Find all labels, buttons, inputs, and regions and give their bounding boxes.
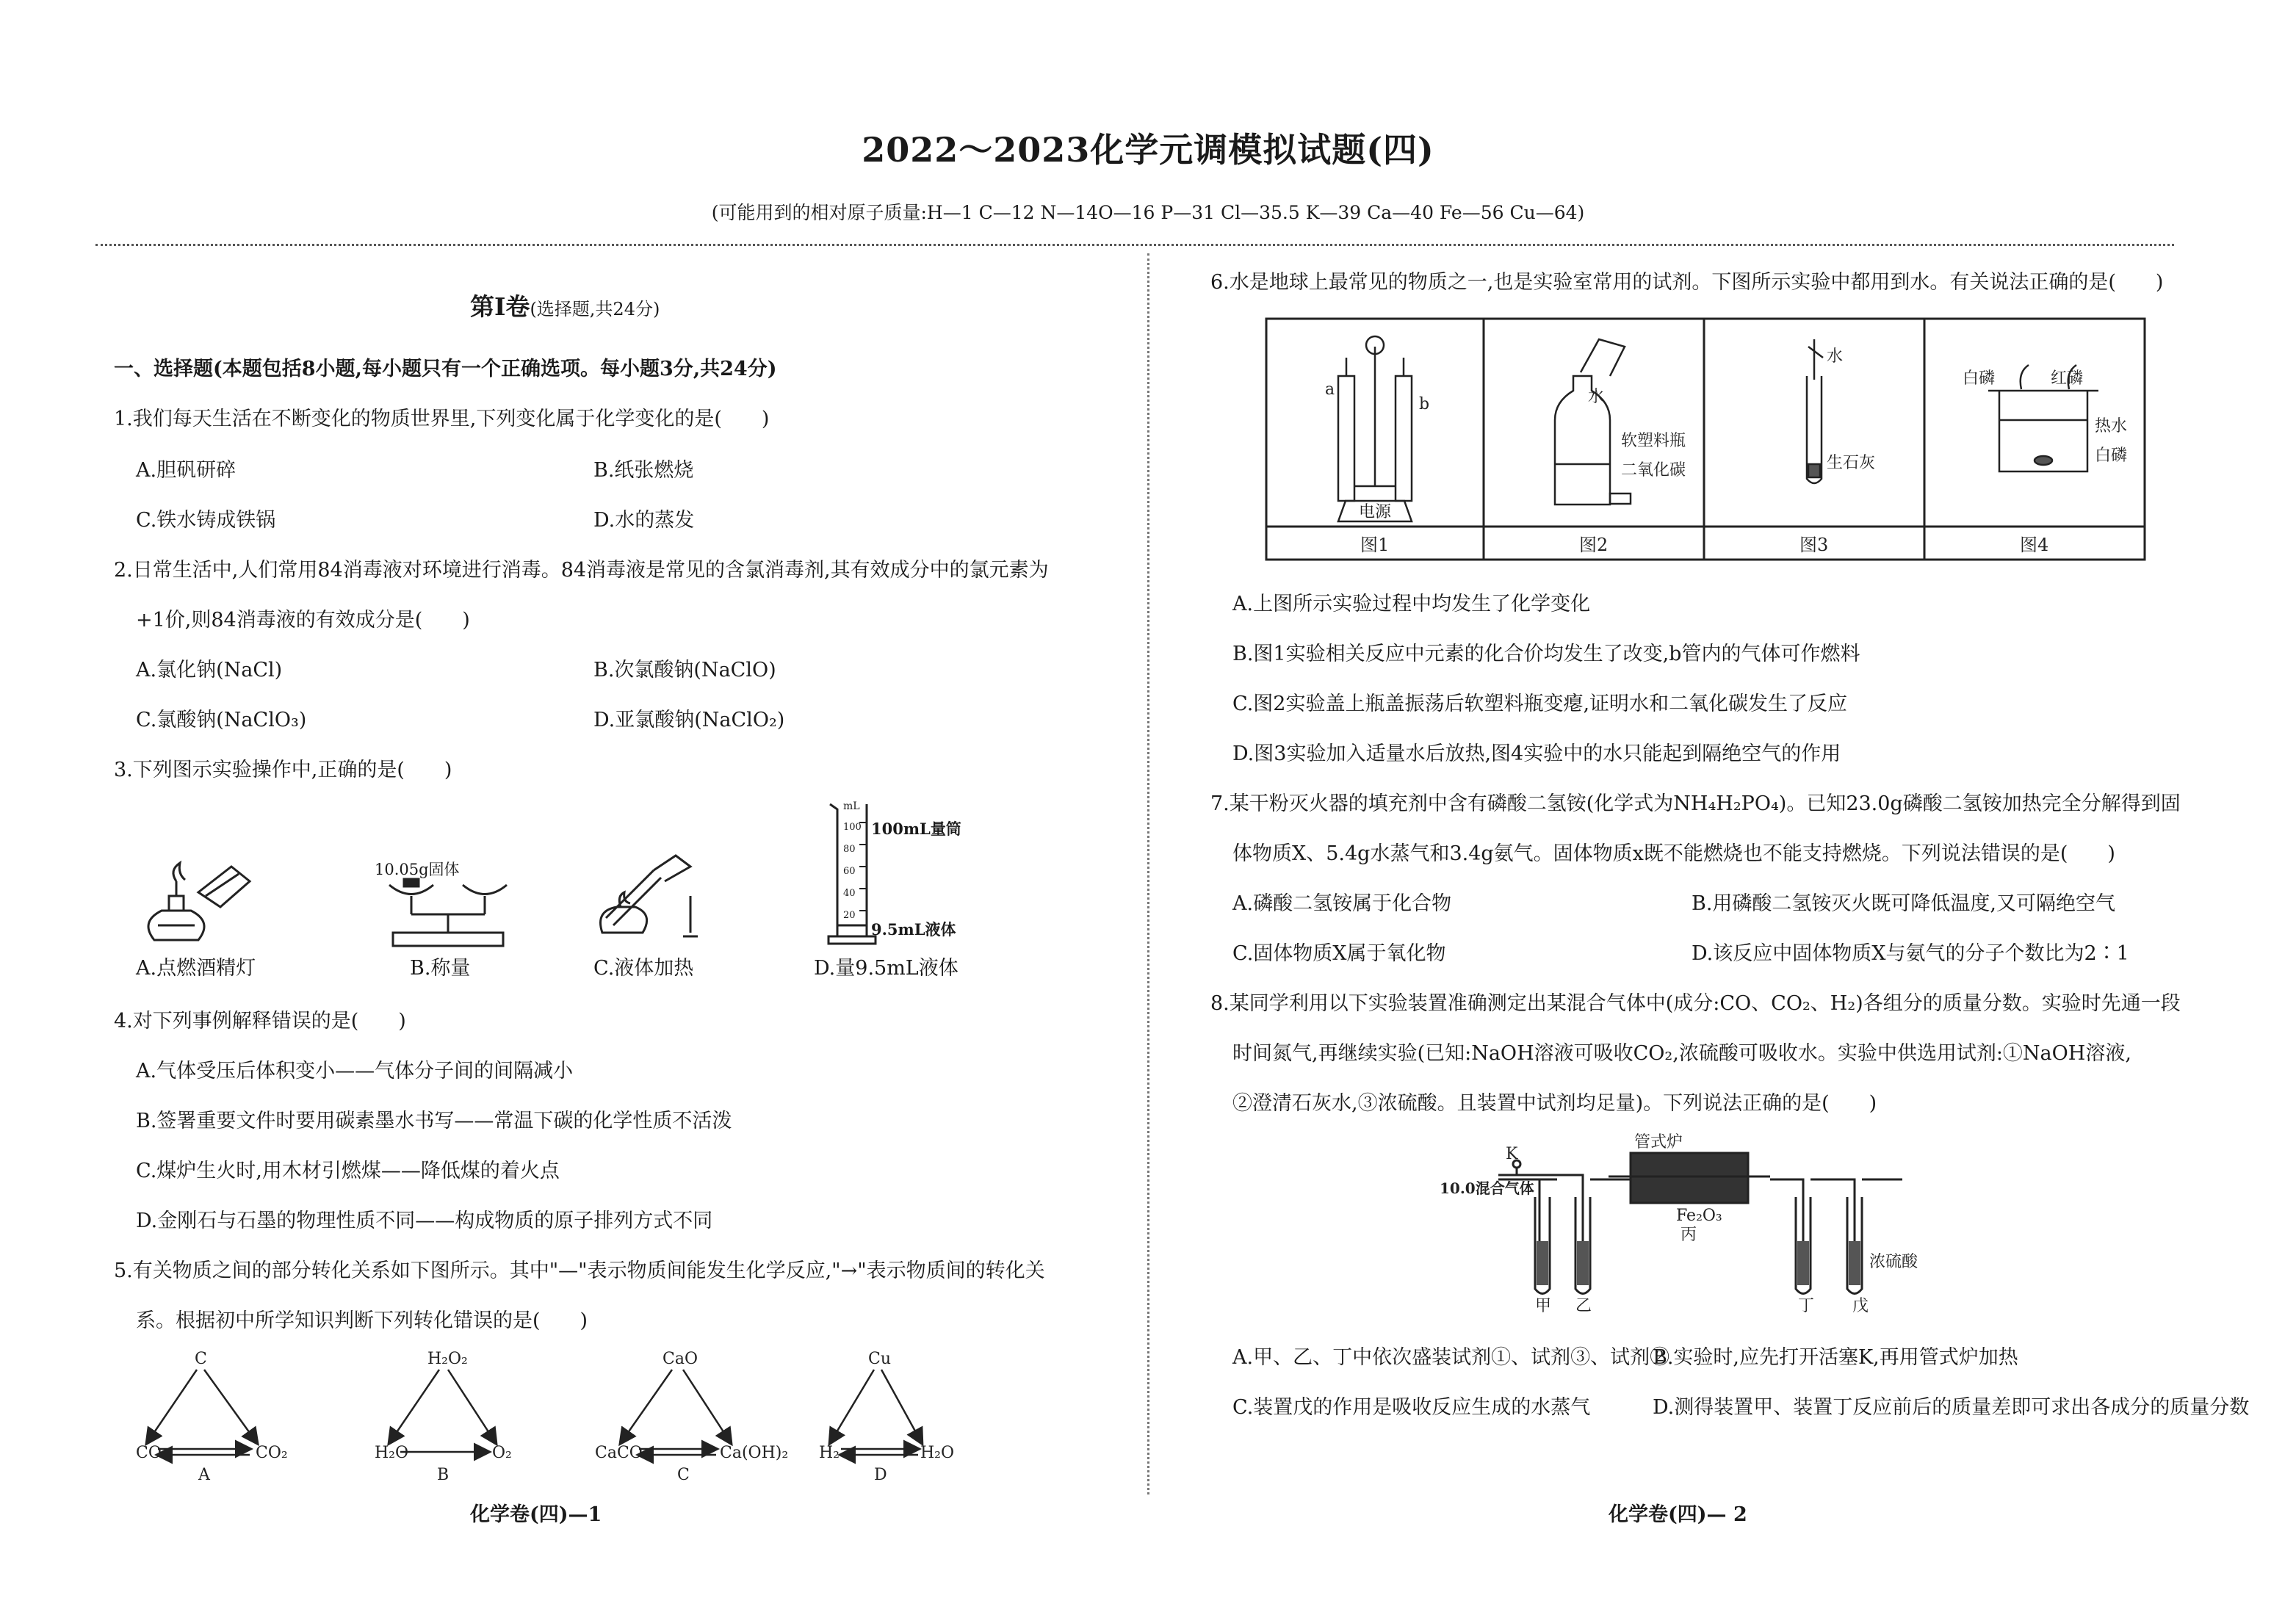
fig1-label-a: a xyxy=(1325,380,1335,399)
q8-option-a: A.甲、乙、丁中依次盛装试剂①、试剂③、试剂② xyxy=(1232,1346,1670,1369)
tick-label: 60 xyxy=(843,866,856,877)
gas-apparatus-figure xyxy=(1440,1131,1954,1315)
ding-label: 丁 xyxy=(1798,1297,1815,1315)
tick-label: 100 xyxy=(843,822,862,833)
question-6-stem: 6.水是地球上最常见的物质之一,也是实验室常用的试剂。下图所示实验中都用到水。有关说法正确的是( ) xyxy=(1210,271,2164,294)
q6-option-c: C.图2实验盖上瓶盖振荡后软塑料瓶变瘪,证明水和二氧化碳发生了反应 xyxy=(1232,693,1848,715)
section-title xyxy=(470,288,660,322)
question-8-stem-2: 时间氮气,再继续实验(已知:NaOH溶液可吸收CO₂,浓硫酸可吸收水。实验中供选用试剂:①NaOH溶液, xyxy=(1232,1042,2131,1065)
fig1-power-label: 电源 xyxy=(1359,503,1392,521)
question-2-stem-2: +1价,则84消毒液的有效成分是( ) xyxy=(136,609,470,632)
diagram-a-top: C xyxy=(195,1350,207,1368)
diagram-d-label: D xyxy=(874,1466,887,1484)
q6-option-d: D.图3实验加入适量水后放热,图4实验中的水只能起到隔绝空气的作用 xyxy=(1232,742,1841,765)
diagram-c-left: CaCO₃ xyxy=(595,1444,649,1462)
question-3-stem: 3.下列图示实验操作中,正确的是( ) xyxy=(114,759,452,781)
section-note: (选择题,共24分) xyxy=(530,299,660,319)
q1-option-b: B.纸张燃烧 xyxy=(593,459,694,482)
diagram-d-top: Cu xyxy=(868,1350,892,1368)
water-experiments-figure xyxy=(1265,317,2146,561)
figure-2-caption: 图2 xyxy=(1579,535,1609,555)
diagram-b-right: O₂ xyxy=(492,1444,512,1462)
question-7-stem-2: 体物质X、5.4g水蒸气和3.4g氨气。固体物质x既不能燃烧也不能支持燃烧。下列说法错误的是( ) xyxy=(1232,842,2115,865)
tick-label: 40 xyxy=(843,888,856,899)
cylinder-ticks xyxy=(843,817,865,927)
jia-label: 甲 xyxy=(1535,1297,1552,1315)
diagram-c-label: C xyxy=(677,1466,690,1484)
header-divider xyxy=(95,244,2174,246)
wu-label: 戊 xyxy=(1852,1297,1869,1315)
section-title-text: 第Ⅰ卷 xyxy=(470,292,530,321)
q2-option-d: D.亚氯酸钠(NaClO₂) xyxy=(593,709,785,731)
diagram-b-left: H₂O xyxy=(375,1444,409,1462)
q3-option-c: C.液体加热 xyxy=(593,957,694,980)
q2-option-a: A.氯化钠(NaCl) xyxy=(136,659,283,682)
fig1-label-b: b xyxy=(1419,395,1430,413)
q7-option-b: B.用磷酸二氢铵灭火既可降低温度,又可隔绝空气 xyxy=(1692,892,2116,915)
q7-option-a: A.磷酸二氢铵属于化合物 xyxy=(1232,892,1452,915)
atomic-masses: (可能用到的相对原子质量:H—1 C—12 N—14O—16 P—31 Cl—35.5 K—39 Ca—40 Fe—56 Cu—64) xyxy=(711,202,1585,223)
fig2-bottle-label: 软塑料瓶 xyxy=(1621,432,1686,450)
liquid-heating-figure xyxy=(588,852,712,947)
figure-3-caption: 图3 xyxy=(1799,535,1829,555)
q2-option-c: C.氯酸钠(NaClO₃) xyxy=(136,709,307,731)
q3-option-b: B.称量 xyxy=(410,957,471,980)
q6-option-b: B.图1实验相关反应中元素的化合价均发生了改变,b管内的气体可作燃料 xyxy=(1232,643,1860,665)
q6-option-a: A.上图所示实验过程中均发生了化学变化 xyxy=(1232,593,1591,615)
diagram-d-right: H₂O xyxy=(920,1444,955,1462)
q2-option-b: B.次氯酸钠(NaClO) xyxy=(593,659,776,682)
diagram-b-top: H₂O₂ xyxy=(427,1350,468,1368)
yi-label: 乙 xyxy=(1575,1297,1592,1315)
fig3-lime-label: 生石灰 xyxy=(1827,454,1876,472)
cylinder-unit: mL xyxy=(843,800,860,812)
q7-option-d: D.该反应中固体物质X与氨气的分子个数比为2∶1 xyxy=(1692,942,2129,965)
figure-4-caption: 图4 xyxy=(2020,535,2049,555)
question-5-stem-2: 系。根据初中所学知识判断下列转化错误的是( ) xyxy=(136,1309,588,1332)
q4-option-a: A.气体受压后体积变小——气体分子间的间隔减小 xyxy=(136,1060,574,1082)
gas-mixture-label: 10.0混合气体 xyxy=(1440,1179,1534,1197)
tick-label: 20 xyxy=(843,910,856,921)
conversion-diagrams xyxy=(125,1348,1006,1494)
furnace-label: 管式炉 xyxy=(1634,1133,1683,1152)
fig4-white-label: 白磷 xyxy=(1963,369,1996,388)
q4-option-b: B.签署重要文件时要用碳素墨水书写——常温下碳的化学性质不活泼 xyxy=(136,1110,732,1132)
page-title: 2022～2023化学元调模拟试题(四) xyxy=(862,130,1434,170)
fig3-water-label: 水 xyxy=(1827,347,1844,366)
bing-label: 丙 xyxy=(1681,1226,1697,1244)
footer-left: 化学卷(四)—1 xyxy=(470,1503,602,1526)
footer-right: 化学卷(四)— 2 xyxy=(1609,1503,1747,1526)
column-divider xyxy=(1147,253,1149,1494)
fig2-water-label: 水 xyxy=(1588,388,1605,406)
alcohol-lamp-lighting-figure xyxy=(132,852,264,947)
solid-mass-label: 10.05g固体 xyxy=(375,861,460,878)
q1-option-a: A.胆矾研碎 xyxy=(136,459,237,482)
diagram-a-right: CO₂ xyxy=(256,1444,288,1462)
fig2-co2-label: 二氧化碳 xyxy=(1621,461,1686,480)
q4-option-d: D.金刚石与石墨的物理性质不同——构成物质的原子排列方式不同 xyxy=(136,1210,713,1232)
cylinder-label: 100mL量筒 xyxy=(871,820,961,838)
q3-option-d: D.量9.5mL液体 xyxy=(814,957,959,980)
fe2o3-label: Fe₂O₃ xyxy=(1676,1207,1722,1225)
valve-k-label: K xyxy=(1506,1145,1518,1163)
q8-option-b: B.实验时,应先打开活塞K,再用管式炉加热 xyxy=(1653,1346,2018,1369)
q4-option-c: C.煤炉生火时,用木材引燃煤——降低煤的着火点 xyxy=(136,1160,560,1182)
conc-acid-label: 浓硫酸 xyxy=(1869,1253,1918,1271)
tick-label: 80 xyxy=(843,844,856,855)
question-8-stem-3: ②澄清石灰水,③浓硫酸。且装置中试剂均足量)。下列说法正确的是( ) xyxy=(1232,1092,1877,1115)
fig4-white2-label: 白磷 xyxy=(2095,447,2128,465)
fig4-hot-water-label: 热水 xyxy=(2095,417,2128,435)
question-7-stem-1: 7.某干粉灭火器的填充剂中含有磷酸二氢铵(化学式为NH₄H₂PO₄)。已知23.0g磷酸二氢铵加热完全分解得到固 xyxy=(1210,792,2181,815)
question-2-stem-1: 2.日常生活中,人们常用84消毒液对环境进行消毒。84消毒液是常见的含氯消毒剂,其有效成分中的氯元素为 xyxy=(114,559,1049,582)
fig4-red-label: 红磷 xyxy=(2051,369,2084,388)
diagram-a-label: A xyxy=(198,1466,210,1484)
q1-option-c: C.铁水铸成铁锅 xyxy=(136,509,276,532)
diagram-d-left: H₂ xyxy=(819,1444,840,1462)
diagram-c-top: CaO xyxy=(663,1350,698,1368)
q7-option-c: C.固体物质X属于氧化物 xyxy=(1232,942,1446,965)
q8-option-c: C.装置戊的作用是吸收反应生成的水蒸气 xyxy=(1232,1396,1591,1419)
question-8-stem-1: 8.某同学利用以下实验装置准确测定出某混合气体中(成分:CO、CO₂、H₂)各组分的质量分数。实验时先通一段 xyxy=(1210,992,2181,1015)
question-4-stem: 4.对下列事例解释错误的是( ) xyxy=(114,1010,406,1033)
figure-1-caption: 图1 xyxy=(1360,535,1390,555)
balance-figure xyxy=(382,878,514,951)
section-instructions: 一、选择题(本题包括8小题,每小题只有一个正确选项。每小题3分,共24分) xyxy=(114,358,777,380)
q1-option-d: D.水的蒸发 xyxy=(593,509,695,532)
diagram-a-left: CO xyxy=(136,1444,162,1462)
q3-option-a: A.点燃酒精灯 xyxy=(136,957,256,980)
liquid-label: 9.5mL液体 xyxy=(871,920,956,939)
q8-option-d: D.测得装置甲、装置丁反应前后的质量差即可求出各成分的质量分数 xyxy=(1653,1396,2250,1419)
diagram-b-label: B xyxy=(437,1466,450,1484)
question-1-stem: 1.我们每天生活在不断变化的物质世界里,下列变化属于化学变化的是( ) xyxy=(114,408,770,430)
question-5-stem-1: 5.有关物质之间的部分转化关系如下图所示。其中"—"表示物质间能发生化学反应,"→"表示物质间的转化关 xyxy=(114,1259,1045,1282)
diagram-c-right: Ca(OH)₂ xyxy=(720,1444,789,1462)
